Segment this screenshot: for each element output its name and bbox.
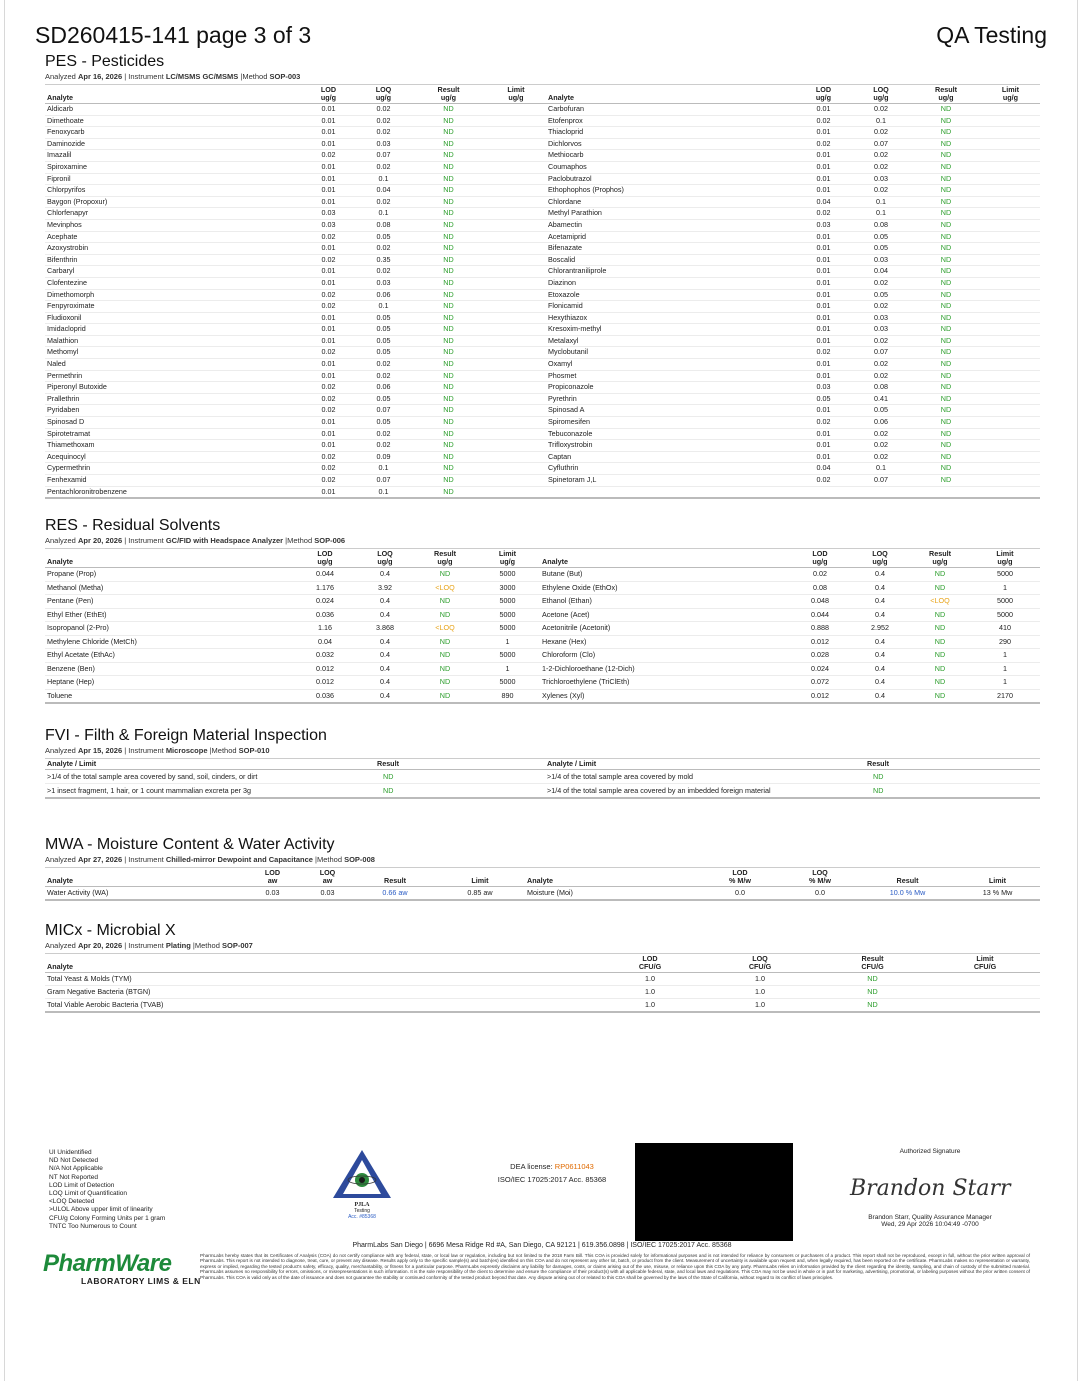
table-row: Chlorpyrifos 0.01 0.04 ND Ethophophos (Prophos) 0.01 0.02 ND [45, 185, 1040, 197]
table-row: >1 insect fragment, 1 hair, or 1 count mammalian excreta per 3g ND >1/4 of the total sample area covered by an imbedded foreign material ND [45, 784, 1040, 799]
table-row: Piperonyl Butoxide 0.02 0.06 ND Propiconazole 0.03 0.08 ND [45, 382, 1040, 394]
section-title: MWA - Moisture Content & Water Activity [45, 836, 335, 853]
table-row: Aldicarb 0.01 0.02 ND Carbofuran 0.01 0.02 ND [45, 104, 1040, 116]
logo-sub: LABORATORY LIMS & ELN [81, 1276, 201, 1286]
filth-inspection-section [45, 727, 1040, 799]
report-type: QA Testing [936, 22, 1047, 48]
table-row: Naled 0.01 0.02 ND Oxamyl 0.01 0.02 ND [45, 359, 1040, 371]
table-row: Dimethomorph 0.02 0.06 ND Etoxazole 0.01 0.05 ND [45, 289, 1040, 301]
table-row: Ethyl Acetate (EthAc) 0.032 0.4 ND 5000 Chloroform (Clo) 0.028 0.4 ND 1 [45, 649, 1040, 663]
pesticides-table-body [45, 104, 1040, 499]
legend-item: CFU/g Colony Forming Units per 1 gram [49, 1214, 166, 1222]
table-row: Baygon (Propoxur) 0.01 0.02 ND Chlordane 0.04 0.1 ND [45, 196, 1040, 208]
table-row: Carbaryl 0.01 0.02 ND Chlorantraniliprole 0.01 0.04 ND [45, 266, 1040, 278]
legend-item: UI Unidentified [49, 1149, 92, 1156]
table-row: Fludioxonil 0.01 0.05 ND Hexythiazox 0.01 0.03 ND [45, 312, 1040, 324]
pjla-accreditation [327, 1148, 397, 1220]
table-header-row: Analyte LOD CFU/G LOQ CFU/G Result CFU/G Limit CFU/G [45, 954, 1040, 973]
pjla-name: PJLA [354, 1202, 370, 1208]
moisture-water-activity-section [45, 836, 1040, 901]
table-row: Total Viable Aerobic Bacteria (TVAB) 1.0 1.0 ND [45, 999, 1040, 1013]
microbial-table [45, 953, 1040, 1013]
table-row: Imidacloprid 0.01 0.05 ND Kresoxim-methyl 0.01 0.03 ND [45, 324, 1040, 336]
section-title: PES - Pesticides [45, 53, 165, 70]
table-row: Methomyl 0.02 0.05 ND Myclobutanil 0.02 0.07 ND [45, 347, 1040, 359]
section-meta: Analyzed Apr 15, 2026 | Instrument Microscope |Method SOP-010 [45, 746, 270, 755]
microbial-table-body [45, 973, 1040, 1013]
moisture-water-activity-table [45, 867, 1040, 901]
report-title: SD260415-141 page 3 of 3 [35, 22, 312, 48]
section-title: MICx - Microbial X [45, 922, 176, 939]
signer-name: Brandon Starr, Quality Assurance Manager [868, 1214, 992, 1221]
pjla-sub: Testing [354, 1208, 370, 1214]
table-row: Methylene Chloride (MetCh) 0.04 0.4 ND 1 Hexane (Hex) 0.012 0.4 ND 290 [45, 635, 1040, 649]
pesticides-table [45, 84, 1040, 499]
table-row: Propane (Prop) 0.044 0.4 ND 5000 Butane (But) 0.02 0.4 ND 5000 [45, 568, 1040, 582]
table-row: Acequinocyl 0.02 0.09 ND Captan 0.01 0.02 ND [45, 451, 1040, 463]
dea-label: DEA license: [510, 1162, 553, 1171]
coa-page [4, 0, 1078, 1381]
table-row: Azoxystrobin 0.01 0.02 ND Bifenazate 0.01 0.05 ND [45, 243, 1040, 255]
pjla-acc: Acc. #85368 [348, 1214, 376, 1220]
table-row: Pentane (Pen) 0.024 0.4 ND 5000 Ethanol (Ethan) 0.048 0.4 <LOQ 5000 [45, 595, 1040, 609]
microbial-section [45, 922, 1040, 1013]
table-row: Benzene (Ben) 0.012 0.4 ND 1 1-2-Dichloroethane (12-Dich) 0.024 0.4 ND 1 [45, 662, 1040, 676]
abbreviation-legend [49, 1149, 165, 1231]
section-meta: Analyzed Apr 20, 2026 | Instrument GC/FID with Headspace Analyzer |Method SOP-006 [45, 536, 346, 545]
table-header-row: Analyte LOD aw LOQ aw Result Limit Analyte LOD % M/w LOQ % M/w Result Limit [45, 868, 1040, 887]
table-header-row: Analyte LOD ug/g LOQ ug/g Result ug/g Limit ug/g Analyte LOD ug/g LOQ ug/g Result ug/g Limit ug/g [45, 549, 1040, 568]
logo-main: PharmWare [43, 1250, 172, 1277]
table-row: Clofentezine 0.01 0.03 ND Diazinon 0.01 0.02 ND [45, 277, 1040, 289]
legend-item: ND Not Detected [49, 1157, 99, 1165]
section-meta: Analyzed Apr 27, 2026 | Instrument Chilled-mirror Dewpoint and Capacitance |Method SOP-008 [45, 855, 375, 864]
dea-license: RP0611043 [554, 1162, 594, 1171]
residual-solvents-table [45, 548, 1040, 704]
dea-license-block [477, 1160, 627, 1186]
legend-item: LOD Limit of Detection [49, 1181, 115, 1189]
table-row: Cypermethrin 0.02 0.1 ND Cyfluthrin 0.04 0.1 ND [45, 463, 1040, 475]
table-row: Fipronil 0.01 0.1 ND Paclobutrazol 0.01 0.03 ND [45, 173, 1040, 185]
table-row: Fenhexamid 0.02 0.07 ND Spinetoram J,L 0.02 0.07 ND [45, 475, 1040, 487]
signature-block [825, 1148, 1035, 1228]
section-title: RES - Residual Solvents [45, 517, 221, 534]
table-row: Dimethoate 0.01 0.02 ND Etofenprox 0.02 0.1 ND [45, 115, 1040, 127]
signature-image [840, 1163, 1020, 1208]
table-row: Prallethrin 0.02 0.05 ND Pyrethrin 0.05 0.41 ND [45, 393, 1040, 405]
table-row: Toluene 0.036 0.4 ND 890 Xylenes (Xyl) 0.012 0.4 ND 2170 [45, 689, 1040, 703]
legend-item: >ULOL Above upper limit of linearity [49, 1206, 153, 1214]
table-row: Spiroxamine 0.01 0.02 ND Coumaphos 0.01 0.02 ND [45, 161, 1040, 173]
table-header-row: Analyte LOD ug/g LOQ ug/g Result ug/g Limit ug/g Analyte LOD ug/g LOQ ug/g Result ug/g Limit ug/g [45, 85, 1040, 104]
table-row: Mevinphos 0.03 0.08 ND Abamectin 0.03 0.08 ND [45, 219, 1040, 231]
residual-solvents-section [45, 517, 1040, 704]
table-row: Pentachloronitrobenzene 0.01 0.1 ND [45, 486, 1040, 498]
residual-solvents-table-body [45, 568, 1040, 704]
pesticides-section [45, 53, 1040, 499]
table-row: Isopropanol (2-Pro) 1.16 3.868 <LOQ 5000 Acetonitrile (Acetonit) 0.888 2.952 ND 410 [45, 622, 1040, 636]
legal-disclaimer: PharmLabs hereby states that its Certificates of Analysis (COA) do not certify compliance with any federal, state, or local law or regulation, including but not limited to the 2018 Farm Bill. This COA is provided solely for informational purposes and is not intended for reliance by consumers or purchasers of a product. This report shall not be reproduced, except in full, without the prior written approval of PharmLabs. This report is not intended to diagnose, treat, cure, or prevent any disease. Results apply only to the specific sample(s) and batch(es) identified on this COA and do not represent any other lot, batch, or product from the client. Measurement of uncertainty is available upon request and, when legally required, has been reported on the certificate. PharmLabs makes no representation or warranty, express or implied, regarding the tested product's safety, efficacy, quality, merchantability, or fitness for a particular purpose. PharmLabs expressly disclaims any liability for damages, costs, or claims arising out of the use, misuse, or reliance upon this COA by any party. PharmLabs relies on information provided by the client regarding the identity, sampling, and chain of custody of the submitted material. PharmLabs assumes no responsibility for errors, omissions, or misrepresentations in such information. It is the sole responsibility of the client to determine and ensure the compliance of their product(s) with all applicable federal, state, and local laws and regulations. This COA may not be used in whole or in part for marketing, advertising, promotional, or labeling purposes without the prior written consent of PharmLabs. This COA is valid only as of the date of issuance and does not guarantee the stability or continued conformity of the tested product beyond that date. Any dispute arising out of or related to this COA shall be governed by the laws of the State of California, without regard to its conflict of laws principles. [200, 1253, 1030, 1280]
table-row: Bifenthrin 0.02 0.35 ND Boscalid 0.01 0.03 ND [45, 254, 1040, 266]
table-row: Pyridaben 0.02 0.07 ND Spinosad A 0.01 0.05 ND [45, 405, 1040, 417]
table-row: Permethrin 0.01 0.02 ND Phosmet 0.01 0.02 ND [45, 370, 1040, 382]
legend-item: <LOQ Detected [49, 1198, 95, 1206]
table-row: Daminozide 0.01 0.03 ND Dichlorvos 0.02 0.07 ND [45, 138, 1040, 150]
legend-item: TNTC Too Numerous to Count [49, 1222, 137, 1230]
legend-item: N/A Not Applicable [49, 1165, 103, 1173]
redacted-block [635, 1143, 793, 1241]
iso-accreditation: ISO/IEC 17025:2017 Acc. 85368 [497, 1175, 607, 1184]
table-row: Heptane (Hep) 0.012 0.4 ND 5000 Trichloroethylene (TriClEth) 0.072 0.4 ND 1 [45, 676, 1040, 690]
section-title: FVI - Filth & Foreign Material Inspection [45, 727, 327, 744]
pharmware-logo [43, 1250, 201, 1286]
table-row: Imazalil 0.02 0.07 ND Methiocarb 0.01 0.02 ND [45, 150, 1040, 162]
pjla-logo-icon [331, 1148, 393, 1200]
table-row: Thiamethoxam 0.01 0.02 ND Trifloxystrobin 0.01 0.02 ND [45, 440, 1040, 452]
legend-item: LOQ Limit of Quantification [49, 1190, 128, 1198]
table-header-row: Analyte / Limit Result Analyte / Limit Result [45, 759, 1040, 770]
table-row: Fenpyroximate 0.02 0.1 ND Flonicamid 0.01 0.02 ND [45, 301, 1040, 313]
section-meta: Analyzed Apr 16, 2026 | Instrument LC/MSMS GC/MSMS |Method SOP-003 [45, 72, 301, 81]
lab-address: PharmLabs San Diego | 6696 Mesa Ridge Rd #A, San Diego, CA 92121 | 619.356.0898 | ISO/IEC 17025:2017 Acc. 85368 [352, 1242, 732, 1249]
table-row: Total Yeast & Molds (TYM) 1.0 1.0 ND [45, 973, 1040, 986]
section-meta: Analyzed Apr 20, 2026 | Instrument Plating |Method SOP-007 [45, 941, 253, 950]
table-row: Spirotetramat 0.01 0.02 ND Tebuconazole 0.01 0.02 ND [45, 428, 1040, 440]
table-row: Fenoxycarb 0.01 0.02 ND Thiacloprid 0.01 0.02 ND [45, 127, 1040, 139]
svg-text:Brandon Starr: Brandon Starr [850, 1176, 1011, 1201]
table-row: Water Activity (WA) 0.03 0.03 0.66 aw 0.85 aw Moisture (Moi) 0.0 0.0 10.0 % Mw 13 % Mw [45, 887, 1040, 901]
table-row: Ethyl Ether (EthEt) 0.036 0.4 ND 5000 Acetone (Acet) 0.044 0.4 ND 5000 [45, 608, 1040, 622]
legend-item: NT Not Reported [49, 1173, 99, 1181]
table-row: Methanol (Metha) 1.176 3.92 <LOQ 3000 Ethylene Oxide (EthOx) 0.08 0.4 ND 1 [45, 581, 1040, 595]
signature-label: Authorized Signature [899, 1148, 961, 1155]
signed-date: Wed, 29 Apr 2026 10:04:49 -0700 [881, 1221, 979, 1228]
filth-inspection-table [45, 758, 1040, 799]
table-row: Spinosad D 0.01 0.05 ND Spiromesifen 0.02 0.06 ND [45, 417, 1040, 429]
table-row: Gram Negative Bacteria (BTGN) 1.0 1.0 ND [45, 986, 1040, 999]
table-row: Acephate 0.02 0.05 ND Acetamiprid 0.01 0.05 ND [45, 231, 1040, 243]
table-row: Chlorfenapyr 0.03 0.1 ND Methyl Parathion 0.02 0.1 ND [45, 208, 1040, 220]
table-row: Malathion 0.01 0.05 ND Metalaxyl 0.01 0.02 ND [45, 335, 1040, 347]
table-row: >1/4 of the total sample area covered by sand, soil, cinders, or dirt ND >1/4 of the total sample area covered by mold ND [45, 770, 1040, 784]
